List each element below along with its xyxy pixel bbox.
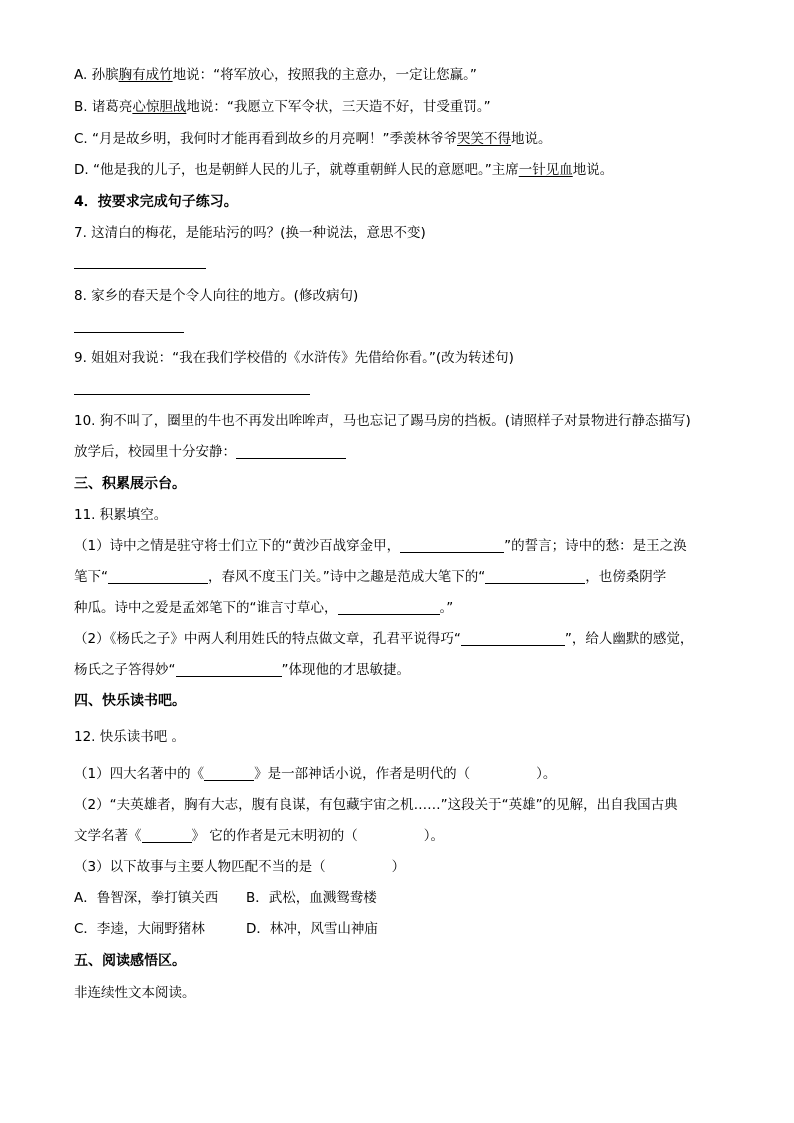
q12-blank-1[interactable] [204, 766, 254, 781]
q11-line5 [74, 661, 410, 679]
option-b [74, 98, 491, 116]
q11-l4-text-b: ”，给人幽默的感觉， [564, 631, 694, 647]
q12-options-row1 [74, 889, 377, 907]
q10-blank[interactable] [236, 444, 346, 459]
option-a [74, 66, 477, 84]
q11-l5-text-a: 杨氏之子答得妙“ [74, 662, 176, 678]
question-10: 10. 狗不叫了，圈里的牛也不再发出哞哞声，马也忘记了踢马房的挡板。(请照样子对景物进行静态描写) [74, 413, 691, 429]
question-8: 8. 家乡的春天是个令人向往的地方。(修改病句) [74, 288, 359, 304]
q12-option-c: C．李逵，大闹野猪林 [74, 921, 205, 937]
question-12: 12. 快乐读书吧 。 [74, 729, 186, 745]
q11-blank-4[interactable] [338, 600, 440, 615]
section-4-title: 4．按要求完成句子练习。 [74, 194, 238, 210]
q12-p3-text-c: ）。 [423, 828, 445, 844]
option-a-idiom: 胸有成竹 [118, 67, 173, 83]
q11-l3-text-b: 。” [439, 600, 454, 616]
option-a-prefix: A. 孙膑 [74, 67, 119, 83]
q11-l5-text-b: ”体现他的才思敏捷。 [281, 662, 410, 678]
q12-p3-text-b: 》 它的作者是元末明初的（ [191, 828, 358, 844]
q11-l1-text-a: （1）诗中之情是驻守将士们立下的“黄沙百战穿金甲， [74, 538, 401, 554]
q11-line4 [74, 630, 693, 648]
q12-option-d: D．林冲，风雪山神庙 [246, 921, 378, 937]
option-b-prefix: B. 诸葛亮 [74, 99, 133, 115]
q12-part1 [74, 765, 556, 783]
question-9: 9. 姐姐对我说：“我在我们学校借的《水浒传》先借给你看。”(改为转述句) [74, 350, 514, 366]
question-10-line2 [74, 443, 346, 461]
q11-blank-1[interactable] [400, 538, 504, 553]
q10-prompt: 放学后，校园里十分安静： [74, 444, 236, 460]
option-c [74, 130, 552, 148]
q11-line3 [74, 599, 453, 617]
q11-line2 [74, 568, 666, 586]
q11-l2-text-a: 笔下“ [74, 569, 108, 585]
q12-p1-text-b: 》是一部神话小说，作者是明代的（ [254, 766, 471, 782]
option-c-idiom: 哭笑不得 [457, 131, 511, 147]
q12-p4-text-a: （3）以下故事与主要人物匹配不当的是（ [74, 859, 326, 875]
q11-l2-text-c: ，也傍桑阴学 [585, 569, 667, 585]
q11-line1 [74, 537, 687, 555]
option-c-suffix: 地说。 [511, 131, 552, 147]
q8-answer-line[interactable] [74, 332, 184, 333]
option-d-prefix: D. “他是我的儿子，也是朝鲜人民的儿子，就尊重朝鲜人民的意愿吧。”主席 [74, 162, 519, 178]
option-d-idiom: 一针见血 [518, 162, 573, 178]
q12-option-a: A．鲁智深，拳打镇关西 [74, 890, 219, 906]
question-7: 7. 这清白的梅花，是能玷污的吗？(换一种说法，意思不变) [74, 225, 426, 241]
q11-l1-text-b: ”的誓言；诗中的愁：是王之涣 [504, 538, 687, 554]
q11-l2-text-b: ，春风不度玉门关。”诗中之趣是范成大笔下的“ [208, 569, 486, 585]
q12-p1-text-a: （1）四大名著中的《 [74, 766, 205, 782]
option-b-idiom: 心惊胆战 [132, 99, 187, 115]
option-d-suffix: 地说。 [572, 162, 614, 178]
q11-l3-text-a: 种瓜。诗中之爱是孟郊笔下的“谁言寸草心， [74, 600, 338, 616]
section-3-title: 三、积累展示台。 [74, 476, 186, 492]
q12-part2-line2 [74, 827, 444, 845]
section-reading-title: 四、快乐读书吧。 [74, 693, 186, 709]
q11-blank-3[interactable] [485, 569, 585, 584]
q9-answer-line[interactable] [74, 394, 310, 395]
section-5-title: 五、阅读感悟区。 [74, 953, 186, 969]
q12-options-row2 [74, 920, 378, 938]
q12-p1-text-c: ）。 [536, 766, 557, 782]
q12-option-b: B．武松，血溅鸳鸯楼 [246, 890, 377, 906]
q12-p4-text-b: ） [391, 859, 406, 875]
question-11: 11. 积累填空。 [74, 507, 168, 523]
q12-blank-2[interactable] [142, 828, 192, 843]
q12-part2: （2）“夫英雄者，胸有大志，腹有良谋，有包藏宇宙之机……”这段关于“英雄”的见解，出自我国古典 [74, 797, 678, 813]
q12-part3 [74, 858, 405, 876]
q11-blank-5[interactable] [461, 631, 565, 646]
option-a-suffix: 地说：“将军放心，按照我的主意办，一定让您赢。” [172, 67, 477, 83]
q11-blank-2[interactable] [108, 569, 208, 584]
option-c-prefix: C. “月是故乡明，我何时才能再看到故乡的月亮啊！”季羡林爷爷 [74, 131, 457, 147]
q11-l4-text-a: （2）《杨氏之子》中两人利用姓氏的特点做文章，孔君平说得巧“ [74, 631, 461, 647]
option-b-suffix: 地说：“我愿立下军令状，三天造不好，甘受重罚。” [186, 99, 491, 115]
q11-blank-6[interactable] [176, 662, 282, 677]
section-5-intro: 非连续性文本阅读。 [74, 985, 196, 1001]
q12-p3-text-a: 文学名著《 [74, 828, 142, 844]
q7-answer-line[interactable] [74, 268, 206, 269]
option-d [74, 161, 613, 179]
